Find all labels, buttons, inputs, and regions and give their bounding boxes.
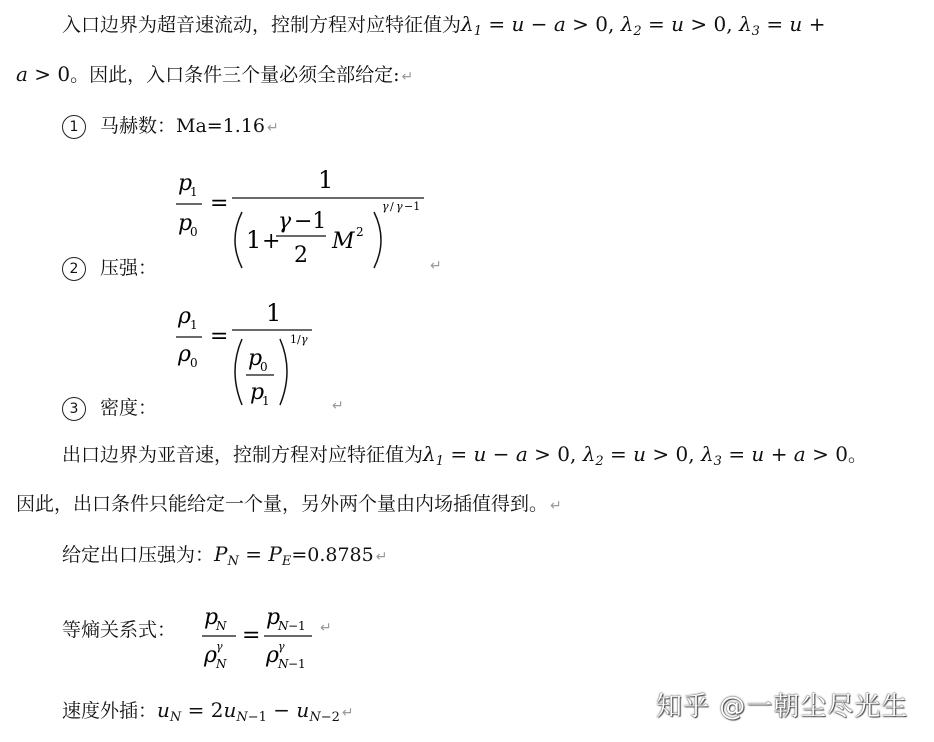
outlet-pressure-label: 给定出口压强为： — [62, 544, 215, 566]
svg-text:2: 2 — [294, 243, 308, 268]
pressure-formula — [170, 160, 450, 275]
svg-text:γ: γ — [278, 209, 292, 234]
extrapolation-math: $u_N = 2u_{N-1} - u_{N-2}$ — [157, 698, 340, 725]
svg-text:−1: −1 — [288, 619, 306, 633]
svg-text:ρ: ρ — [266, 643, 279, 668]
svg-text:/: / — [390, 200, 394, 213]
return-mark: ↵ — [401, 69, 414, 85]
item-mach — [62, 114, 279, 140]
svg-text:γ: γ — [396, 200, 403, 213]
item-density — [62, 396, 157, 421]
return-mark: ↵ — [550, 498, 562, 514]
svg-text:p: p — [250, 380, 265, 405]
svg-text:p: p — [204, 605, 219, 630]
outlet-pressure-math: $P_N = P_E$ — [214, 542, 292, 569]
return-mark: ↵ — [267, 120, 279, 136]
para2-text: 出口边界为亚音速，控制方程对应特征值为 — [62, 444, 424, 466]
svg-text:1: 1 — [190, 185, 198, 199]
return-mark: ↵ — [332, 398, 344, 414]
svg-text:p: p — [266, 605, 281, 630]
svg-text:γ: γ — [278, 640, 285, 653]
svg-text:γ: γ — [382, 200, 389, 213]
extrapolation-label: 速度外插： — [62, 700, 158, 722]
svg-text:=: = — [242, 623, 261, 648]
para2-line2 — [16, 492, 562, 518]
para1-text-b: 。因此，入口条件三个量必须全部给定: — [70, 64, 400, 86]
svg-text:γ: γ — [301, 333, 308, 346]
svg-text:ρ: ρ — [204, 643, 217, 668]
density-label: 密度： — [100, 397, 158, 419]
isentropic-label: 等熵关系式： — [62, 619, 177, 641]
extrapolation — [62, 698, 354, 725]
para1-line1 — [62, 12, 825, 37]
svg-text:p: p — [178, 171, 193, 196]
mach-label: 马赫数： — [100, 115, 177, 137]
svg-text:=: = — [210, 324, 229, 349]
svg-text:N: N — [278, 657, 289, 671]
svg-text:−1: −1 — [288, 657, 306, 671]
svg-text:ρ: ρ — [178, 342, 191, 367]
pressure-label: 压强： — [100, 257, 158, 279]
svg-text:1: 1 — [190, 318, 198, 332]
para2-period: 。 — [847, 444, 867, 466]
svg-text:N: N — [278, 619, 289, 633]
outlet-pressure — [62, 542, 387, 569]
svg-text:ρ: ρ — [178, 304, 191, 329]
svg-text:0: 0 — [190, 356, 198, 370]
para1-text: 入口边界为超音速流动，控制方程对应特征值为 — [62, 14, 462, 36]
return-mark: ↵ — [341, 705, 354, 721]
svg-text:1: 1 — [246, 226, 262, 254]
density-formula — [170, 295, 330, 415]
svg-text:M: M — [332, 229, 355, 254]
item-marker-2: 2 — [62, 257, 86, 281]
svg-text:=: = — [210, 191, 229, 216]
item-marker-3: 3 — [62, 397, 86, 421]
para2-line1 — [62, 442, 867, 467]
para1-line2 — [16, 62, 413, 89]
outlet-pressure-value: =0.8785 — [291, 544, 374, 566]
svg-text:0: 0 — [260, 360, 268, 374]
para2-text-c: 因此，出口条件只能给定一个量，另外两个量由内场插值得到。 — [16, 493, 549, 515]
item-marker-1: 1 — [62, 115, 86, 139]
svg-text:N: N — [216, 619, 227, 633]
return-mark: ↵ — [375, 549, 388, 565]
mach-value: Ma=1.16 — [176, 115, 266, 137]
svg-text:0: 0 — [190, 225, 198, 239]
return-mark: ↵ — [430, 258, 442, 274]
svg-text:−1: −1 — [294, 209, 327, 234]
para1-eigenvalues: $\lambda_1 = u - a > 0$, $\lambda_2 = u > 0$, $\lambda_3 = u$ + — [461, 12, 826, 39]
svg-text:+: + — [262, 229, 281, 254]
svg-text:2: 2 — [356, 225, 364, 239]
svg-text:p: p — [178, 211, 193, 236]
item-pressure — [62, 256, 157, 281]
svg-text:N: N — [216, 657, 227, 671]
svg-text:1: 1 — [262, 394, 270, 408]
svg-text:−1: −1 — [404, 200, 421, 213]
svg-text:1/: 1/ — [290, 333, 301, 346]
svg-text:1: 1 — [318, 166, 334, 194]
watermark: 知乎 @一朝尘尽光生 — [656, 692, 909, 722]
return-mark: ↵ — [320, 620, 332, 636]
para1-eigenvalue-tail: a > 0 — [16, 62, 71, 86]
svg-text:p: p — [248, 346, 263, 371]
svg-text:1: 1 — [266, 299, 282, 327]
svg-text:γ: γ — [216, 640, 223, 653]
para2-eigenvalues: $\lambda_1 = u - a > 0$, $\lambda_2 = u > 0$, $\lambda_3 = u + a > 0$ — [423, 442, 848, 469]
